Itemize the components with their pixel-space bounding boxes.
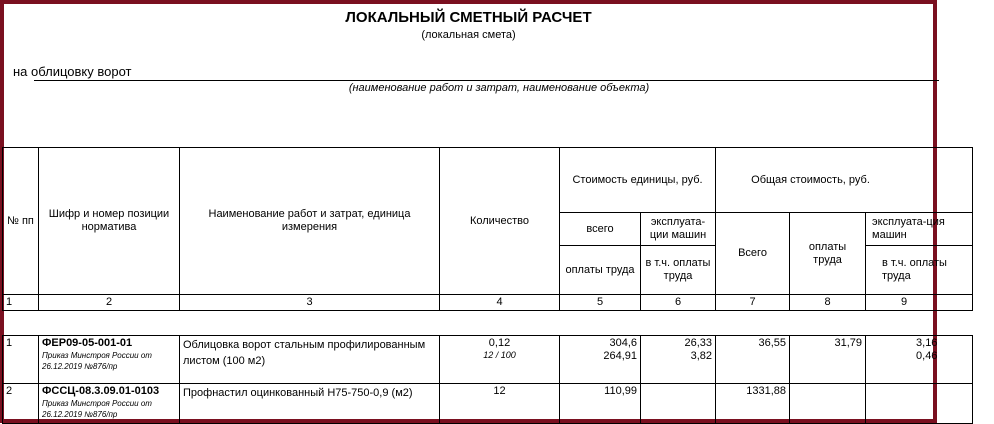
object-caption: (наименование работ и затрат, наименование объекта) xyxy=(348,82,650,94)
row-total-labor: 31,79 xyxy=(790,336,866,384)
row-order: Приказ Минстроя России от 26.12.2019 №876/пр xyxy=(42,351,152,371)
column-number: 3 xyxy=(180,295,440,311)
row-total-all: 1331,88 xyxy=(716,384,790,424)
row-qty-cell xyxy=(440,336,560,384)
column-number: 7 xyxy=(716,295,790,311)
row-code: ФЕР09-05-001-01 xyxy=(42,337,133,349)
row-unit-machines: 26,33 xyxy=(684,337,713,349)
header-row-1 xyxy=(3,148,973,213)
document-subtitle: (локальная смета) xyxy=(421,29,516,41)
header-total-labor: оплаты труда xyxy=(790,213,866,295)
estimate-table xyxy=(2,147,973,424)
object-prefix: на xyxy=(13,64,28,79)
row-qty-formula: 12 / 100 xyxy=(483,350,516,360)
table-row xyxy=(3,384,973,424)
row-unit-cell xyxy=(560,336,641,384)
document-title: ЛОКАЛЬНЫЙ СМЕТНЫЙ РАСЧЕТ xyxy=(345,9,592,26)
row-total-machines-cell xyxy=(866,336,973,384)
header-name: Наименование работ и затрат, единица измерения xyxy=(180,148,440,295)
row-total-machines-empty xyxy=(866,384,973,424)
column-number: 8 xyxy=(790,295,866,311)
row-num: 1 xyxy=(3,336,39,384)
column-number: 4 xyxy=(440,295,560,311)
row-name: Профнастил оцинкованный Н75-750-0,9 (м2) xyxy=(180,384,440,424)
header-num: № пп xyxy=(3,148,39,295)
row-total-machines-labor: 0,46 xyxy=(916,350,938,362)
column-number-row xyxy=(3,295,973,311)
column-number: 9 xyxy=(866,295,973,311)
object-name: облицовку ворот xyxy=(31,64,132,79)
row-total-machines: 3,16 xyxy=(916,337,938,349)
column-number: 1 xyxy=(3,295,39,311)
row-qty: 0,12 xyxy=(488,337,511,349)
header-qty: Количество xyxy=(440,148,560,295)
header-total-all: Всего xyxy=(716,213,790,295)
column-number: 2 xyxy=(39,295,180,311)
header-unit-total: всего xyxy=(560,213,641,246)
row-total-labor-empty xyxy=(790,384,866,424)
header-unit-labor: оплаты труда xyxy=(560,246,641,295)
row-code-cell xyxy=(39,384,180,424)
row-total-all: 36,55 xyxy=(716,336,790,384)
row-unit-labor: 264,91 xyxy=(603,350,637,362)
table-row xyxy=(3,336,973,384)
row-unit-total: 304,6 xyxy=(609,337,637,349)
row-code-cell xyxy=(39,336,180,384)
header-total-machines: эксплуата-ция машин xyxy=(866,213,973,246)
header-code: Шифр и номер позиции норматива xyxy=(39,148,180,295)
object-underline xyxy=(34,80,939,81)
row-name: Облицовка ворот стальным профилированным листом (100 м2) xyxy=(180,336,440,384)
header-total-cost: Общая стоимость, руб. xyxy=(716,148,973,213)
row-qty: 12 xyxy=(440,384,560,424)
row-order: Приказ Минстроя России от 26.12.2019 №876/пр xyxy=(42,399,152,419)
row-num: 2 xyxy=(3,384,39,424)
row-unit-machines-cell xyxy=(641,336,716,384)
row-code: ФССЦ-08.3.09.01-0103 xyxy=(42,385,160,397)
row-unit-total: 110,99 xyxy=(560,384,641,424)
column-number: 6 xyxy=(641,295,716,311)
row-unit-machines-labor: 3,82 xyxy=(690,350,713,362)
header-total-machines-labor: в т.ч. оплаты труда xyxy=(866,246,973,295)
header-unit-machines: эксплуата-ции машин xyxy=(641,213,716,246)
column-number: 5 xyxy=(560,295,641,311)
row-unit-machines-empty xyxy=(641,384,716,424)
spacer-row xyxy=(3,311,973,336)
object-line xyxy=(13,64,939,79)
header-unit-cost: Стоимость единицы, руб. xyxy=(560,148,716,213)
header-unit-machines-labor: в т.ч. оплаты труда xyxy=(641,246,716,295)
